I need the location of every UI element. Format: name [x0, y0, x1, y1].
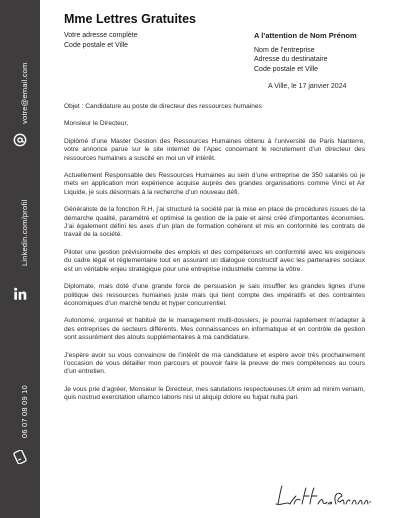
linkedin-text: Linkedin.com/profil	[20, 199, 29, 266]
letter-body	[64, 103, 365, 412]
recipient-attention: A l’attention de Nom Prénom	[254, 31, 357, 40]
recipient-block	[254, 31, 357, 74]
letter-paragraph: Diplômé d’une Master Gestion des Ressources Humaines obtenu à l’université de Paris Nanterre, votre annonce parue sur le site internet de l’Apec concernant le recrutement d’un directeur des ressources humaines a suscité en moi un vif intérêt.	[64, 137, 365, 162]
sender-name: Mme Lettres Gratuites	[64, 12, 196, 26]
letter-date: A Ville, le 17 janvier 2024	[268, 83, 347, 90]
sender-address-line: Votre adresse complète	[64, 32, 138, 39]
at-icon	[13, 133, 27, 147]
letter-paragraph: Autonome, organisé et habitué de le management multi-dossiers, je pourrai rapidement m’adapter à des entreprises de secteurs différents. Mes connaissances en informatique et en contrôle de gestion sont assurément des atouts supplémentaires à ma candidature.	[64, 317, 365, 342]
sidebar	[0, 0, 40, 518]
sender-address-line: Code postale et Ville	[64, 41, 129, 49]
letter-paragraph: Je vous prie d’agréer, Monsieur le Directeur, mes salutations respectueuses.Ut enim ad minim veniam, quis nostrud exercitation ullamco laboris nisi ut aliquip dolore eu fugiat nulla pari.	[64, 385, 365, 402]
letter-paragraph: Actuellement Responsable des Ressources Humaines au sein d’une entreprise de 350 salariés où je mets en application mon expérience acquise auprès des grandes organisations comme Vinci et Air Liquide, je suis désormais à la recherche d’un nouveau défi.	[64, 172, 365, 196]
recipient-line: Adresse du destinataire	[254, 56, 328, 63]
letter-greeting: Monsieur le Directeur,	[64, 120, 129, 128]
phone-text: 06 07 08 09 10	[20, 385, 29, 438]
letter-paragraph: Piloter une gestion prévisionnelle des emplois et des compétences en conformité avec les exigences du cadre légal et réglementaire tout en assurant un dialogue constructif avec les partenaires sociaux est un véritable enjeu stratégique pour une entreprise industrielle comme la vôtre.	[64, 248, 365, 273]
letter-subject: Objet : Candidature au poste de directeur des ressources humaines	[64, 103, 262, 110]
linkedin-icon	[13, 287, 27, 301]
letter-paragraph: Diplomate, mais doté d’une grande force de persuasion je sais insuffler les grandes lignes d’une politique des ressources humaines juste mais qui tient compte des impératifs et des contraintes économiques d’un marché tendu et hyper concurrentiel.	[64, 283, 365, 307]
phone-icon	[13, 450, 27, 464]
letter-paragraph: J’espère avoir su vous convaincre de l’intérêt de ma candidature et espère avoir très prochainement l’occasion de vous détailler mon parcours et pouvoir faire la preuve de mes compétences au cours d’un entretien.	[64, 351, 365, 376]
recipient-line: Code postale et Ville	[254, 65, 319, 73]
letter-paragraph: Généraliste de la fonction R.H, j’ai structuré la société par la mise en place de procédures issues de la démarche qualité, paramétré et optimisé la gestion de la paie et ainsi créé d’importantes économies. J’ai également défini les axes d’un plan de formation cohérent et mis en conformité les contrats de travail de la société.	[64, 206, 365, 239]
recipient-line: Nom de l’entreprise	[254, 46, 315, 54]
sender-address	[64, 31, 138, 50]
email-text: votre@email.com	[20, 62, 29, 124]
signature	[272, 482, 372, 512]
